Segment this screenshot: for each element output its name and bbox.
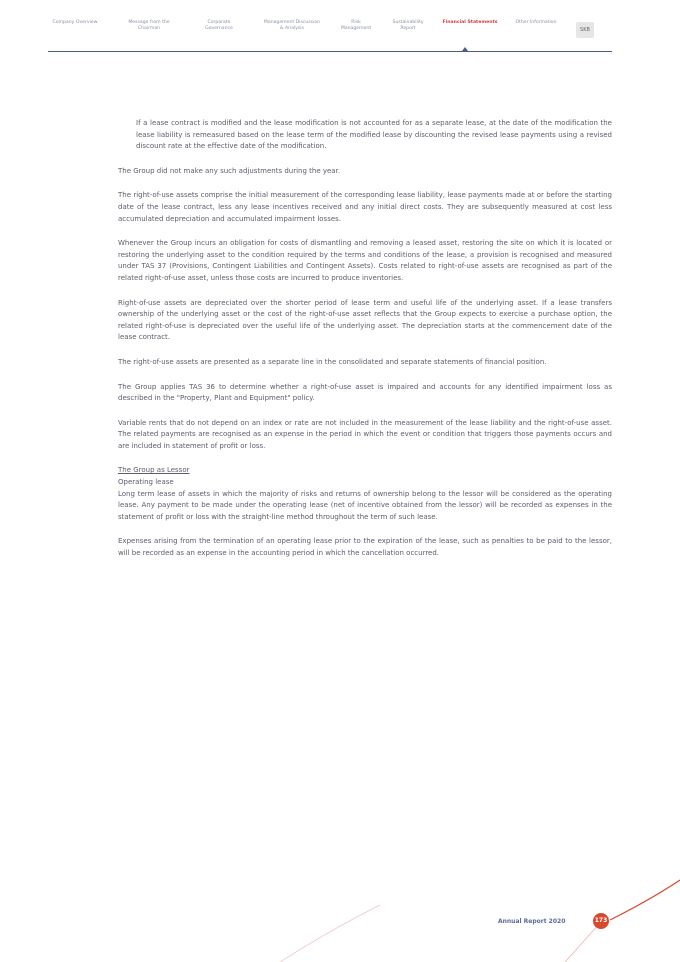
paragraph-dismantling-costs: Whenever the Group incurs an obligation for costs of dismantling and removing a leased asset, restoring the site on which it is located or restoring the underlying asset to the condition required by the terms and conditions of the lease, a provision is recognised and measured under TAS 37 (Provisions, Contingent Liabilities and Contingent Assets). Costs related to right-of-use assets are recognised as part of the related right-of-use asset, unless those costs are incurred to produce inventories.: [118, 239, 612, 282]
page-number: 173: [593, 913, 609, 929]
nav-item-financial-statements[interactable]: Financial Statements: [442, 20, 498, 25]
report-title: Annual Report 2020: [498, 918, 566, 925]
paragraph-lease-modification: If a lease contract is modified and the lease modification is not accounted for as a separate lease, at the date of the modification the lease liability is remeasured based on the lease term of the modified lease by discounting the revised lease payments using a revised discount rate at the effective date of the modification.: [136, 119, 612, 151]
nav-item-management-discussion[interactable]: Management Discussion & Analysis: [263, 20, 321, 31]
paragraph-depreciation: Right-of-use assets are depreciated over the shorter period of lease term and useful life of the underlying asset. If a lease transfers ownership of the underlying asset or the cost of the right-of-use asset reflects that the Group expects to exercise a purchase option, the related right-of-use is depreciated over the useful life of the underlying asset. The depreciation starts at the commencement date of the lease contract.: [118, 298, 612, 342]
paragraph-operating-lease: Long term lease of assets in which the majority of risks and returns of ownership belong to the lessor will be considered as the operating lease. Any payment to be made under the operating lease (net of incentive obtained from the lessor) will be recorded as expenses in the statement of profit or loss with the straight-line method throughout the term of such lease.: [118, 489, 612, 521]
company-logo[interactable]: SKB: [576, 22, 594, 38]
nav-item-other-information[interactable]: Other Information: [515, 20, 557, 25]
nav-item-risk-management[interactable]: Risk Management: [340, 20, 372, 31]
section-subheading-operating-lease: Operating lease: [118, 478, 174, 487]
page-body: [118, 118, 612, 573]
paragraph-termination: Expenses arising from the termination of an operating lease prior to the expiration of the lease, such as penalties to be paid to the lessor, will be recorded as an expense in the accounting period in which the cancellation occurred.: [118, 537, 612, 558]
paragraph-impairment: The Group applies TAS 36 to determine whether a right-of-use asset is impaired and accounts for any identified impairment loss as described in the "Property, Plant and Equipment" policy.: [118, 382, 612, 403]
header-rule: [48, 51, 612, 52]
nav-item-corporate-governance[interactable]: Corporate Governance: [205, 20, 233, 31]
chapter-navigation: [50, 20, 612, 50]
nav-item-sustainability-report[interactable]: Sustainability Report: [392, 20, 424, 31]
section-heading-lessor: The Group as Lessor: [118, 466, 190, 475]
paragraph-right-of-use-measurement: The right-of-use assets comprise the initial measurement of the corresponding lease liability, lease payments made at or before the starting date of the lease contract, less any lease incentives received and any initial direct costs. They are subsequently measured at cost less accumulated depreciation and accumulated impairment losses.: [118, 191, 612, 223]
nav-item-company-overview[interactable]: Company Overview: [52, 20, 98, 25]
paragraph-variable-rents: Variable rents that do not depend on an index or rate are not included in the measurement of the lease liability and the right-of-use asset. The related payments are recognised as an expense in the period in which the event or condition that triggers those payments occurs and are included in statement of profit or loss.: [118, 418, 612, 450]
active-section-marker: [462, 47, 468, 51]
nav-item-chairman-message[interactable]: Message from the Chairman: [128, 20, 170, 31]
paragraph-presentation: The right-of-use assets are presented as a separate line in the consolidated and separate statements of financial position.: [118, 357, 547, 366]
paragraph-no-adjustments: The Group did not make any such adjustments during the year.: [118, 166, 341, 175]
